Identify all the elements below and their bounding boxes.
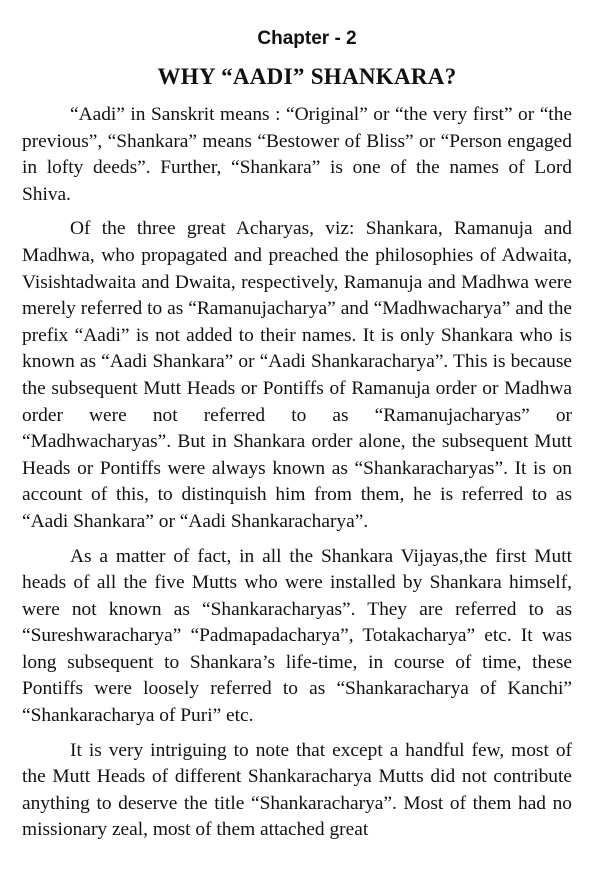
paragraph-4: It is very intriguing to note that except a handful few, most of the Mutt Heads of different Shankaracharya Mutts did not contribute anything to deserve the title “Shankaracharya”. Most of them had no missionary zeal, most of them attached great [22,739,572,841]
chapter-label: Chapter - 2 [257,28,357,49]
paragraph-2: Of the three great Acharyas, viz: Shankara, Ramanuja and Madhwa, who propagated and preached the philosophies of Adwaita, Visishtadwaita and Dwaita, respectively, Ramanuja and Madhwa were merely referred to as “Ramanujacharya” and “Madhwacharya” and the prefix “Aadi” is not added to their names. It is only Shankara who is known as “Aadi Shankara” or “Aadi Shankaracharya”. This is because the subsequent Mutt Heads or Pontiffs of Ramanuja order or Madhwa order were not referred to as “Ramanujacharyas” or “Madhwacharyas”. But in Shankara order alone, the subsequent Mutt Heads or Pontiffs were always known as “Shankaracharyas”. It is on account of this, to distinquish him from them, he is referred to as “Aadi Shankara” or “Aadi Shankaracharya”. [22,218,572,532]
chapter-title: WHY “AADI” SHANKARA? [157,64,457,89]
paragraph-3: As a matter of fact, in all the Shankara Vijayas,the first Mutt heads of all the five Mutts who were installed by Shankara himself, were not known as “Shankaracharyas”. They are referred to as “Sureshwaracharya” “Padmapadacharya”, Totakacharya” etc. It was long subsequent to Shankara’s life-time, in course of time, these Pontiffs were loosely referred to as “Shankaracharya of Kanchi” “Shankaracharya of Puri” etc. [22,545,572,727]
paragraph-1: “Aadi” in Sanskrit means : “Original” or “the very first” or “the previous”, “Shankara” means “Bestower of Bliss” or “Person engaged in lofty deeds”. Further, “Shankara” is one of the names of Lord Shiva. [22,104,572,205]
